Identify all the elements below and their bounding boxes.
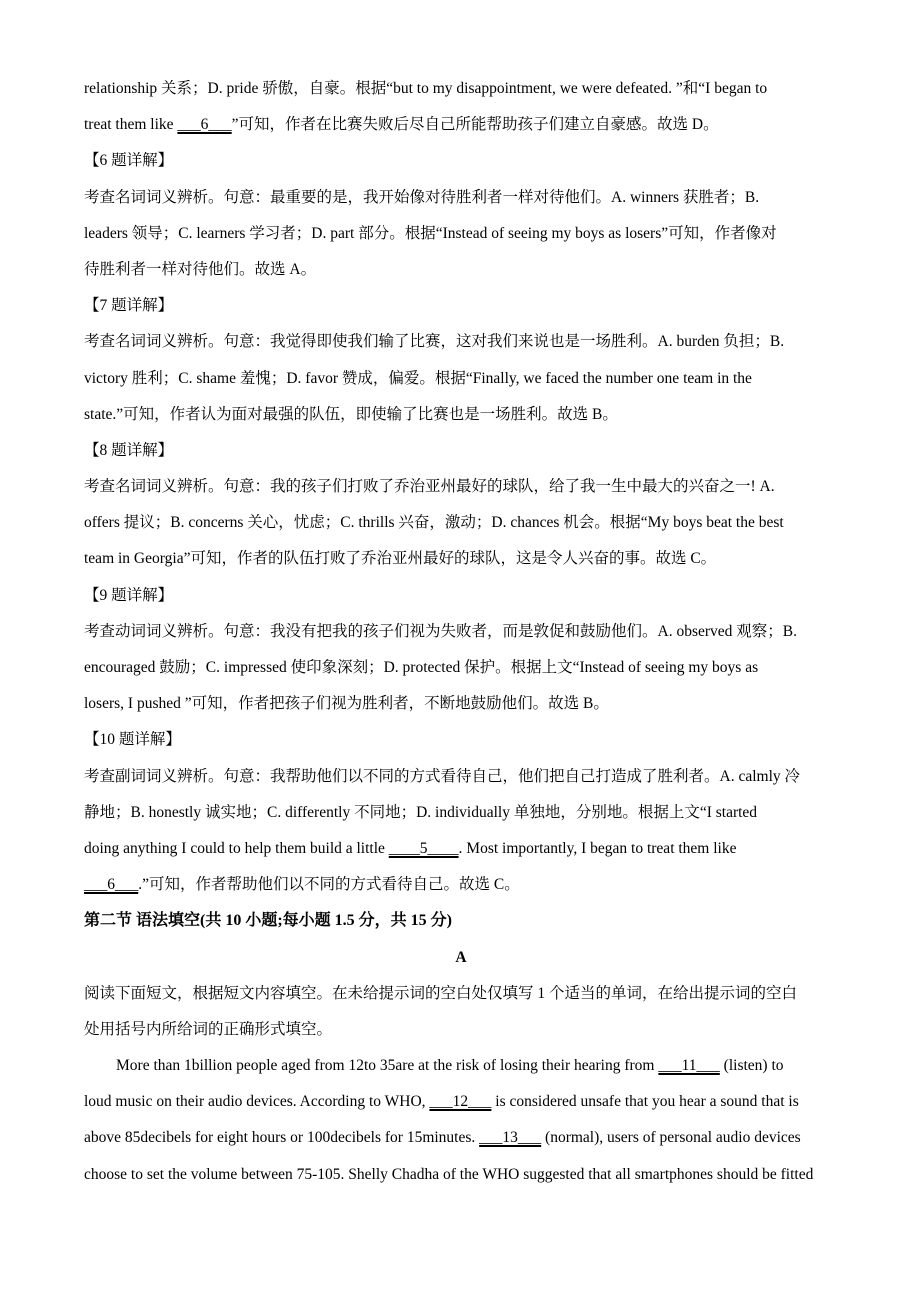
passage-text: loud music on their audio devices. According to WHO, [84,1093,430,1111]
text-line [84,831,838,867]
section-heading [84,143,838,179]
text-line [84,107,838,143]
instruction-text: 处用括号内所给词的正确形式填空。 [84,1020,333,1038]
paragraph-text: offers 提议；B. concerns 关心，忧虑；C. thrills 兴奋，激动；D. chances 机会。根据“My boys beat the best [84,514,784,532]
paragraph-text: 考查名词词义辨析。句意：我的孩子们打败了乔治亚州最好的球队，给了我一生中最大的兴奋之一! A. [84,478,775,496]
answer-blank: ____5____ [388,839,459,857]
passage-line [84,1048,838,1084]
text-line [84,324,838,360]
passage-line [84,1157,838,1193]
passage-label [84,940,838,976]
paragraph-text: 考查副词词义辨析。句意：我帮助他们以不同的方式看待自己，他们把自己打造成了胜利者。A. calmly 冷 [84,767,801,785]
passage-text: (normal), users of personal audio devices [541,1129,801,1147]
paragraph-text: state.”可知，作者认为面对最强的队伍，即使输了比赛也是一场胜利。故选 B。 [84,405,618,423]
section-title-text: 第二节 语法填空(共 10 小题;每小题 1.5 分，共 15 分) [84,912,452,930]
section-heading [84,722,838,758]
document-page [84,71,838,1193]
answer-blank: ___6___ [177,116,232,134]
paragraph-text: leaders 领导；C. learners 学习者；D. part 部分。根据“Instead of seeing my boys as losers”可知，作者像对 [84,224,777,242]
paragraph-text: encouraged 鼓励；C. impressed 使印象深刻；D. protected 保护。根据上文“Instead of seeing my boys as [84,659,759,676]
text-line [84,71,838,107]
text-line [84,759,838,795]
text-line [84,397,838,433]
heading-text: 【8 题详解】 [84,441,174,459]
paragraph-text: relationship 关系；D. pride 骄傲，自豪。根据“but to my disappointment, we were defeated. ”和“I began to [84,80,768,97]
text-line [84,361,838,397]
section-title [84,903,838,939]
text-line [84,216,838,252]
paragraph-text: 待胜利者一样对待他们。故选 A。 [84,260,317,278]
text-line [84,686,838,722]
answer-blank: ___11___ [658,1057,720,1075]
text-line [84,795,838,831]
paragraph-text: . Most importantly, I began to treat them like [458,839,737,857]
paragraph-text: doing anything I could to help them build a little [84,839,389,857]
paragraph-text: losers, I pushed ”可知，作者把孩子们视为胜利者，不断地鼓励他们。故选 B。 [84,695,609,713]
paragraph-text: ”可知，作者在比赛失败后尽自己所能帮助孩子们建立自豪感。故选 D。 [231,116,719,134]
passage-text: More than 1billion people aged from 12to 35are at the risk of losing their hearing from [116,1057,659,1075]
answer-blank: ___13___ [479,1129,542,1147]
text-line [84,505,838,541]
passage-text: is considered unsafe that you hear a sound that is [491,1093,799,1111]
passage-line [84,1084,838,1120]
paragraph-text: victory 胜利；C. shame 羞愧；D. favor 赞成，偏爱。根据“Finally, we faced the number one team in the [84,369,752,387]
instruction-text: 阅读下面短文，根据短文内容填空。在未给提示词的空白处仅填写 1 个适当的单词，在给出提示词的空白 [84,984,798,1002]
heading-text: 【6 题详解】 [84,152,174,170]
text-line [84,614,838,650]
paragraph-text: 考查名词词义辨析。句意：最重要的是，我开始像对待胜利者一样对待他们。A. winners 获胜者；B. [84,188,760,206]
paragraph-text: .”可知，作者帮助他们以不同的方式看待自己。故选 C。 [138,876,520,894]
passage-label-text: A [455,948,467,966]
answer-blank: ___6___ [84,876,139,894]
heading-text: 【7 题详解】 [84,297,174,315]
paragraph-text: 考查名词词义辨析。句意：我觉得即使我们输了比赛，这对我们来说也是一场胜利。A. burden 负担；B. [84,333,785,351]
section-heading [84,578,838,614]
text-line [84,469,838,505]
text-line [84,180,838,216]
paragraph-text: 考查动词词义辨析。句意：我没有把我的孩子们视为失败者，而是敦促和鼓励他们。A. observed 观察；B. [84,622,797,640]
passage-line [84,1120,838,1156]
paragraph-text: treat them like [84,116,178,134]
answer-blank: ___12___ [429,1093,492,1111]
text-line [84,867,838,903]
section-heading [84,288,838,324]
paragraph-text: team in Georgia”可知，作者的队伍打败了乔治亚州最好的球队，这是令人兴奋的事。故选 C。 [84,550,717,568]
heading-text: 【10 题详解】 [84,731,181,749]
instruction-line [84,1012,838,1048]
passage-text: above 85decibels for eight hours or 100decibels for 15minutes. [84,1129,480,1147]
text-line [84,252,838,288]
text-line [84,650,838,686]
heading-text: 【9 题详解】 [84,586,174,604]
paragraph-text: 静地；B. honestly 诚实地；C. differently 不同地；D. individually 单独地，分别地。根据上文“I started [84,803,758,821]
instruction-line [84,976,838,1012]
text-line [84,541,838,577]
section-heading [84,433,838,469]
passage-text: (listen) to [719,1057,784,1075]
passage-text: choose to set the volume between 75-105. Shelly Chadha of the WHO suggested that all smartphones should be fitted [84,1165,814,1183]
